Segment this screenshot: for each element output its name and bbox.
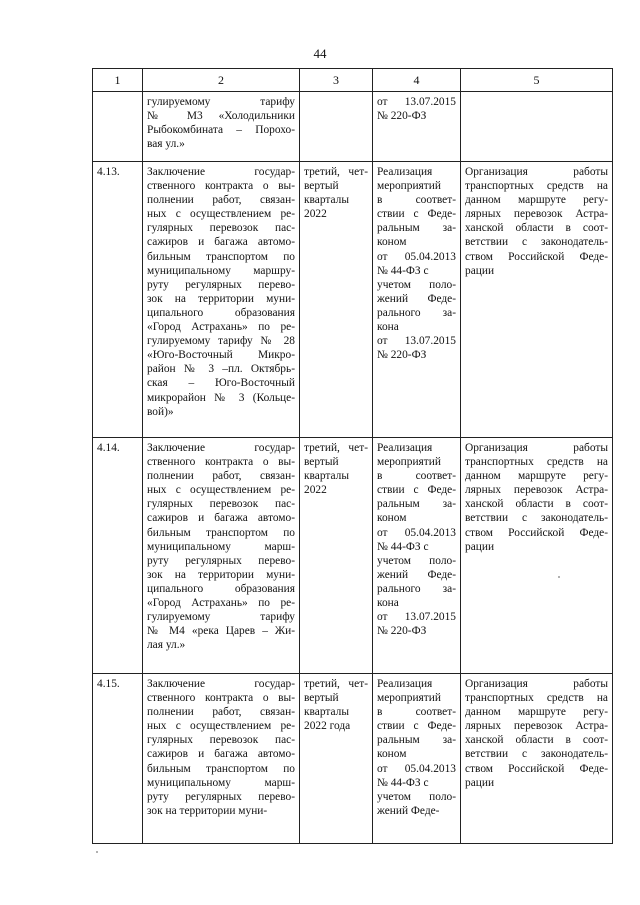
cell-implementation [373,438,461,674]
cell-num: 4.14. [93,438,143,674]
text-line: Рыбокомбината – Порохо- [147,124,295,137]
text-line: рального за- [377,306,456,319]
table-header-row [93,69,613,92]
text-line: сажиров и багажа автомо- [147,748,295,761]
table-row [93,438,613,674]
text-line: сажиров и багажа автомо- [147,236,295,249]
text-line: бильным транспортом по [147,762,295,775]
text-line: кварталы [304,470,349,483]
text-line: ных с осуществлением ре- [147,208,295,221]
text-line: коном [377,748,407,761]
text-line: ственного контракта о вы- [147,456,295,469]
text-line: гулярных перевозок пас- [147,734,295,747]
cell-num: 4.15. [93,674,143,844]
column-header: 2 [143,69,300,92]
text-line: лярных перевозок Астра- [465,720,608,733]
text-line: транспортных средств на [465,456,608,469]
text-line: полнении работ, связан- [147,470,295,483]
text-line: транспортных средств на [465,692,608,705]
cell-result [461,438,613,674]
text-line: № 220-ФЗ [377,349,427,362]
text-line: руту регулярных перево- [147,554,295,567]
cell-result [461,162,613,438]
text-line: ственного контракта о вы- [147,692,295,705]
text-line: № 220-ФЗ [377,625,427,638]
text-line: зок на территории муни- [147,804,268,817]
text-line: кона [377,597,399,610]
table-row-continuation [93,92,613,162]
text-line: в соответ- [377,194,456,207]
cell-event [143,92,300,162]
text-line: «Город Астрахань» по ре- [147,597,295,610]
text-line: учетом поло- [377,790,456,803]
text-line: № 44-ФЗ с [377,540,429,553]
text-line: кварталы [304,706,349,719]
text-line: Организация работы [465,442,608,454]
text-line: вертый [304,456,339,469]
text-line: «Город Астрахань» по ре- [147,321,295,334]
text-line: Заключение государ- [147,678,295,690]
text-line: от 13.07.2015 [377,611,456,624]
text-line: ственного контракта о вы- [147,180,295,193]
text-line: ская – Юго-Восточный [147,377,295,390]
text-line: рации [465,264,495,277]
text-line: учетом поло- [377,278,456,291]
text-line: лая ул.» [147,639,186,652]
text-line: № М4 «река Царев – Жи- [147,625,295,638]
text-line: муниципальному марш- [147,540,295,553]
cell-implementation [373,674,461,844]
text-line: от 05.04.2013 [377,762,456,775]
text-line: жений Феде- [377,568,456,581]
text-line: муниципальному маршру- [147,264,295,277]
text-line: бильным транспортом по [147,250,295,263]
text-line: кварталы [304,194,349,207]
text-line: третий, чет- [304,442,368,454]
cell-result [461,92,613,162]
scan-speck [558,576,560,578]
text-line: рации [465,776,495,789]
text-line: от 05.04.2013 [377,250,456,263]
text-line: 2022 [304,208,327,221]
text-line: № 44-ФЗ с [377,264,429,277]
text-line: гулируемому тарифу № 28 [147,335,295,348]
text-line: гулярных перевозок пас- [147,222,295,235]
text-line: данном маршруте регу- [465,470,608,483]
text-line: ствии с Феде- [377,208,456,221]
text-line: данном маршруте регу- [465,194,608,207]
text-line: зок на территории муни- [147,568,295,581]
text-line: третий, чет- [304,166,368,178]
text-line: жений Феде- [377,292,456,305]
text-line: муниципальному марш- [147,776,295,789]
text-line: № 220-ФЗ [377,110,427,123]
text-line: от 13.07.2015 [377,335,456,348]
cell-event [143,674,300,844]
text-line: мероприятий [377,692,441,705]
cell-period [300,674,373,844]
text-line: гулируемому тарифу [147,611,295,624]
text-line: ральным за- [377,734,456,747]
text-line: ством Российской Феде- [465,762,608,775]
page-number: 44 [313,46,327,61]
text-line: вой)» [147,405,174,418]
text-line: вая ул.» [147,138,185,151]
text-line: ханской области в соот- [465,734,608,747]
text-line: 2022 [304,484,327,497]
text-line: коном [377,512,407,525]
cell-period [300,438,373,674]
text-line: транспортных средств на [465,180,608,193]
text-line: от 05.04.2013 [377,526,456,539]
text-line: мероприятий [377,456,441,469]
text-line: Заключение государ- [147,166,295,178]
text-line: ством Российской Феде- [465,250,608,263]
text-line: Организация работы [465,166,608,178]
cell-event [143,438,300,674]
text-line: «Юго-Восточный Микро- [147,349,295,362]
text-line: Реализация [377,166,433,178]
text-line: рации [465,540,495,553]
text-line: ханской области в соот- [465,222,608,235]
plan-table [92,68,613,844]
text-line: ствии с Феде- [377,720,456,733]
text-line: ствии с Феде- [377,484,456,497]
text-line: зок на территории муни- [147,292,295,305]
column-header: 1 [93,69,143,92]
cell-period [300,92,373,162]
text-line: данном маршруте регу- [465,706,608,719]
cell-num [93,92,143,162]
text-line: Организация работы [465,678,608,690]
text-line: ных с осуществлением ре- [147,720,295,733]
text-line: вертый [304,180,339,193]
text-line: полнении работ, связан- [147,194,295,207]
cell-num: 4.13. [93,162,143,438]
text-line: ральным за- [377,498,456,511]
cell-result [461,674,613,844]
cell-implementation [373,162,461,438]
text-line: ветствии с законодатель- [465,748,608,761]
text-line: коном [377,236,407,249]
text-line: ципального образования [147,582,295,595]
text-line: ханской области в соот- [465,498,608,511]
text-line: полнении работ, связан- [147,706,295,719]
column-header: 3 [300,69,373,92]
column-header: 5 [461,69,613,92]
text-line: гулярных перевозок пас- [147,498,295,511]
text-line: третий, чет- [304,678,368,690]
text-line: Заключение государ- [147,442,295,454]
cell-implementation [373,92,461,162]
text-line: ветствии с законодатель- [465,512,608,525]
text-line: рального за- [377,582,456,595]
text-line: 2022 года [304,720,351,733]
text-line: ством Российской Феде- [465,526,608,539]
text-line: ветствии с законодатель- [465,236,608,249]
text-line: от 13.07.2015 [377,96,456,108]
text-line: руту регулярных перево- [147,790,295,803]
table-row [93,674,613,844]
table-row [93,162,613,438]
text-line: жений Феде- [377,804,440,817]
text-line: кона [377,321,399,334]
text-line: в соответ- [377,706,456,719]
text-line: ральным за- [377,222,456,235]
text-line: микрорайон № 3 (Кольце- [147,391,295,404]
scan-speck [96,851,98,853]
cell-period [300,162,373,438]
text-line: гулируемому тарифу [147,96,295,108]
text-line: район № 3 –пл. Октябрь- [147,363,295,376]
cell-event [143,162,300,438]
text-line: Реализация [377,442,433,454]
text-line: ных с осуществлением ре- [147,484,295,497]
text-line: № 44-ФЗ с [377,776,429,789]
column-header: 4 [373,69,461,92]
text-line: лярных перевозок Астра- [465,484,608,497]
text-line: бильным транспортом по [147,526,295,539]
text-line: мероприятий [377,180,441,193]
text-line: учетом поло- [377,554,456,567]
text-line: руту регулярных перево- [147,278,295,291]
text-line: № М3 «Холодильники [147,110,295,123]
text-line: ципального образования [147,306,295,319]
text-line: сажиров и багажа автомо- [147,512,295,525]
text-line: лярных перевозок Астра- [465,208,608,221]
text-line: Реализация [377,678,433,690]
text-line: вертый [304,692,339,705]
text-line: в соответ- [377,470,456,483]
